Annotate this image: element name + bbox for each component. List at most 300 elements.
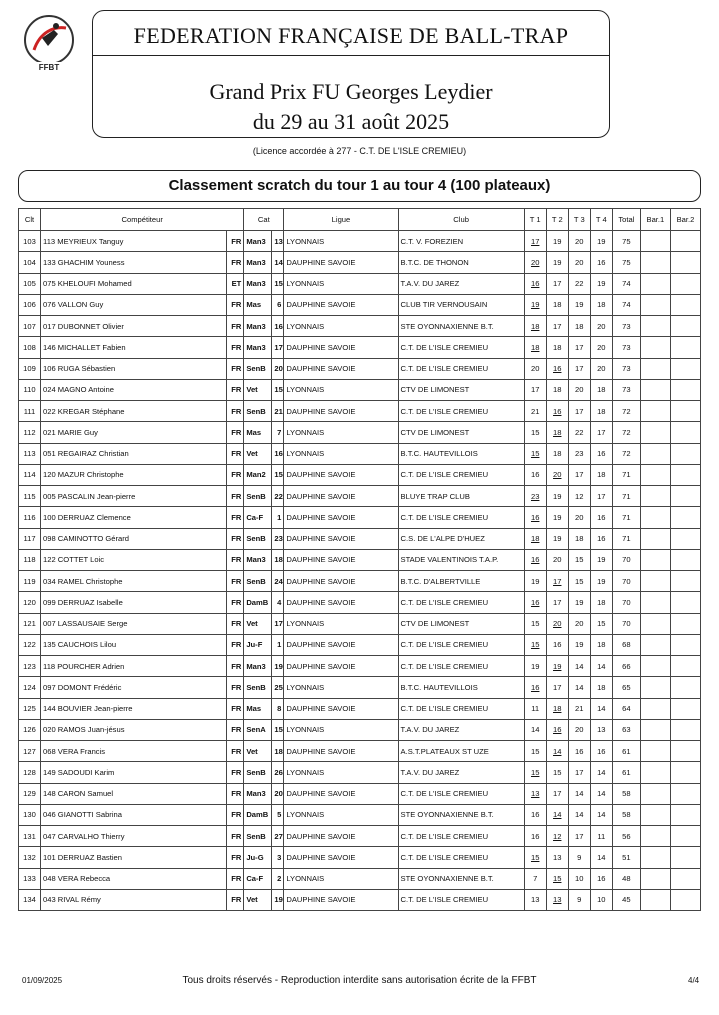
competitor-cell: 047 CARVALHO Thierry [41,826,227,847]
col-rank: Clt [19,209,41,231]
section-title-box [18,170,701,202]
table-row [19,337,701,358]
competitor-cell: 021 MARIE Guy [41,422,227,443]
bar1-cell [640,252,670,273]
total-cell: 72 [612,422,640,443]
bar2-cell [670,889,700,910]
t4-cell: 18 [590,464,612,485]
table-row [19,358,701,379]
club-cell: C.T. DE L'ISLE CREMIEU [398,464,524,485]
t4-cell: 16 [590,868,612,889]
league-cell: DAUPHINE SAVOIE [284,401,398,422]
category-cell: Man3 [244,316,272,337]
t3-cell: 19 [568,592,590,613]
bar1-cell [640,613,670,634]
nationality-cell: FR [227,868,244,889]
t4-cell: 16 [590,741,612,762]
club-cell: C.T. DE L'ISLE CREMIEU [398,401,524,422]
bar2-cell [670,571,700,592]
nationality-cell: FR [227,677,244,698]
total-cell: 48 [612,868,640,889]
total-cell: 73 [612,337,640,358]
total-cell: 73 [612,379,640,400]
t3-cell: 15 [568,571,590,592]
t4-cell: 18 [590,379,612,400]
nationality-cell: FR [227,401,244,422]
t3-cell: 20 [568,507,590,528]
bar1-cell [640,294,670,315]
competitor-cell: 118 POURCHER Adrien [41,656,227,677]
bar2-cell [670,337,700,358]
header-divider [93,55,609,56]
category-rank-cell: 3 [272,847,284,868]
category-cell: SenB [244,762,272,783]
bar2-cell [670,507,700,528]
bar1-cell [640,868,670,889]
t4-cell: 16 [590,252,612,273]
nationality-cell: FR [227,231,244,252]
t2-cell: 13 [546,889,568,910]
league-cell: DAUPHINE SAVOIE [284,741,398,762]
rank-cell: 128 [19,762,41,783]
bar1-cell [640,273,670,294]
col-cat: Cat [244,209,284,231]
t3-cell: 23 [568,443,590,464]
total-cell: 71 [612,528,640,549]
t3-cell: 20 [568,252,590,273]
t1-cell: 7 [524,868,546,889]
league-cell: LYONNAIS [284,719,398,740]
bar1-cell [640,401,670,422]
total-cell: 63 [612,719,640,740]
table-row [19,464,701,485]
competitor-cell: 146 MICHALLET Fabien [41,337,227,358]
t2-cell: 16 [546,719,568,740]
league-cell: DAUPHINE SAVOIE [284,826,398,847]
table-row [19,826,701,847]
t3-cell: 9 [568,889,590,910]
rank-cell: 113 [19,443,41,464]
t2-cell: 19 [546,231,568,252]
club-cell: BLUYE TRAP CLUB [398,486,524,507]
league-cell: DAUPHINE SAVOIE [284,783,398,804]
bar2-cell [670,464,700,485]
bar2-cell [670,847,700,868]
club-cell: C.T. DE L'ISLE CREMIEU [398,847,524,868]
t1-cell: 15 [524,634,546,655]
t2-cell: 17 [546,783,568,804]
total-cell: 58 [612,804,640,825]
t4-cell: 14 [590,656,612,677]
t2-cell: 16 [546,358,568,379]
t4-cell: 19 [590,549,612,570]
bar1-cell [640,889,670,910]
t4-cell: 10 [590,889,612,910]
club-cell: C.T. DE L'ISLE CREMIEU [398,698,524,719]
category-rank-cell: 23 [272,528,284,549]
nationality-cell: FR [227,804,244,825]
league-cell: DAUPHINE SAVOIE [284,252,398,273]
table-row [19,741,701,762]
category-rank-cell: 25 [272,677,284,698]
nationality-cell: FR [227,613,244,634]
bar1-cell [640,719,670,740]
rank-cell: 115 [19,486,41,507]
t1-cell: 18 [524,528,546,549]
nationality-cell: ET [227,273,244,294]
t4-cell: 15 [590,613,612,634]
club-cell: T.A.V. DU JAREZ [398,719,524,740]
bar2-cell [670,443,700,464]
bar2-cell [670,316,700,337]
t4-cell: 20 [590,337,612,358]
logo-text: FFBT [38,63,60,72]
t2-cell: 14 [546,741,568,762]
t1-cell: 14 [524,719,546,740]
category-rank-cell: 15 [272,379,284,400]
bar2-cell [670,528,700,549]
total-cell: 74 [612,273,640,294]
bar2-cell [670,741,700,762]
category-rank-cell: 20 [272,358,284,379]
bar1-cell [640,507,670,528]
competitor-cell: 017 DUBONNET Olivier [41,316,227,337]
bar1-cell [640,741,670,762]
nationality-cell: FR [227,528,244,549]
t2-cell: 18 [546,422,568,443]
nationality-cell: FR [227,316,244,337]
category-rank-cell: 18 [272,549,284,570]
category-rank-cell: 24 [272,571,284,592]
league-cell: DAUPHINE SAVOIE [284,358,398,379]
competitor-cell: 034 RAMEL Christophe [41,571,227,592]
total-cell: 61 [612,741,640,762]
t3-cell: 17 [568,401,590,422]
club-cell: CTV DE LIMONEST [398,613,524,634]
category-rank-cell: 15 [272,719,284,740]
table-row [19,592,701,613]
club-cell: STE OYONNAXIENNE B.T. [398,868,524,889]
t1-cell: 15 [524,613,546,634]
t4-cell: 20 [590,358,612,379]
t3-cell: 17 [568,337,590,358]
table-row [19,762,701,783]
t2-cell: 19 [546,528,568,549]
results-table [18,208,701,911]
category-cell: Mas [244,422,272,443]
competitor-cell: 046 GIANOTTI Sabrina [41,804,227,825]
t4-cell: 19 [590,571,612,592]
club-cell: C.T. DE L'ISLE CREMIEU [398,783,524,804]
t2-cell: 19 [546,656,568,677]
rank-cell: 112 [19,422,41,443]
bar2-cell [670,358,700,379]
t2-cell: 19 [546,507,568,528]
category-rank-cell: 17 [272,613,284,634]
rank-cell: 117 [19,528,41,549]
league-cell: LYONNAIS [284,273,398,294]
t4-cell: 18 [590,294,612,315]
club-cell: CLUB TIR VERNOUSAIN [398,294,524,315]
t1-cell: 16 [524,507,546,528]
category-rank-cell: 14 [272,252,284,273]
rank-cell: 110 [19,379,41,400]
t3-cell: 22 [568,273,590,294]
club-cell: B.T.C. DE THONON [398,252,524,273]
rank-cell: 123 [19,656,41,677]
club-cell: C.S. DE L'ALPE D'HUEZ [398,528,524,549]
category-rank-cell: 1 [272,507,284,528]
league-cell: LYONNAIS [284,804,398,825]
rank-cell: 120 [19,592,41,613]
nationality-cell: FR [227,422,244,443]
league-cell: LYONNAIS [284,443,398,464]
col-t3: T 3 [568,209,590,231]
rank-cell: 121 [19,613,41,634]
competitor-cell: 098 CAMINOTTO Gérard [41,528,227,549]
bar2-cell [670,719,700,740]
t4-cell: 13 [590,719,612,740]
t2-cell: 12 [546,826,568,847]
t4-cell: 17 [590,486,612,507]
t1-cell: 23 [524,486,546,507]
nationality-cell: FR [227,741,244,762]
t3-cell: 20 [568,613,590,634]
t3-cell: 17 [568,464,590,485]
bar1-cell [640,656,670,677]
competitor-cell: 101 DERRUAZ Bastien [41,847,227,868]
rank-cell: 122 [19,634,41,655]
table-row [19,294,701,315]
competitor-cell: 005 PASCALIN Jean-pierre [41,486,227,507]
t4-cell: 16 [590,507,612,528]
rank-cell: 106 [19,294,41,315]
t1-cell: 16 [524,549,546,570]
bar2-cell [670,379,700,400]
table-row [19,273,701,294]
table-row [19,719,701,740]
league-cell: DAUPHINE SAVOIE [284,698,398,719]
t4-cell: 14 [590,804,612,825]
nationality-cell: FR [227,507,244,528]
total-cell: 70 [612,613,640,634]
bar2-cell [670,273,700,294]
category-cell: Ca-F [244,507,272,528]
rank-cell: 131 [19,826,41,847]
competitor-cell: 051 REGAIRAZ Christian [41,443,227,464]
t3-cell: 14 [568,804,590,825]
col-bar1: Bar.1 [640,209,670,231]
table-row [19,783,701,804]
category-cell: SenA [244,719,272,740]
t4-cell: 11 [590,826,612,847]
t3-cell: 14 [568,677,590,698]
col-t1: T 1 [524,209,546,231]
col-club: Club [398,209,524,231]
nationality-cell: FR [227,252,244,273]
total-cell: 71 [612,486,640,507]
bar1-cell [640,592,670,613]
bar1-cell [640,358,670,379]
nationality-cell: FR [227,762,244,783]
bar1-cell [640,549,670,570]
category-rank-cell: 26 [272,762,284,783]
club-cell: C.T. DE L'ISLE CREMIEU [398,634,524,655]
competitor-cell: 148 CARON Samuel [41,783,227,804]
table-row [19,698,701,719]
category-cell: Vet [244,889,272,910]
table-row [19,656,701,677]
nationality-cell: FR [227,294,244,315]
rank-cell: 124 [19,677,41,698]
competitor-cell: 100 DERRUAZ Clemence [41,507,227,528]
bar1-cell [640,379,670,400]
club-cell: C.T. V. FOREZIEN [398,231,524,252]
category-rank-cell: 15 [272,464,284,485]
bar1-cell [640,762,670,783]
t4-cell: 16 [590,528,612,549]
t2-cell: 20 [546,464,568,485]
league-cell: LYONNAIS [284,231,398,252]
bar1-cell [640,698,670,719]
bar1-cell [640,571,670,592]
bar1-cell [640,847,670,868]
t2-cell: 18 [546,379,568,400]
table-row [19,401,701,422]
t2-cell: 19 [546,252,568,273]
bar2-cell [670,868,700,889]
t3-cell: 19 [568,634,590,655]
bar2-cell [670,486,700,507]
bar2-cell [670,677,700,698]
total-cell: 74 [612,294,640,315]
category-cell: SenB [244,677,272,698]
club-cell: C.T. DE L'ISLE CREMIEU [398,507,524,528]
club-cell: STADE VALENTINOIS T.A.P. [398,549,524,570]
total-cell: 73 [612,358,640,379]
table-row [19,528,701,549]
rank-cell: 133 [19,868,41,889]
competitor-cell: 133 GHACHIM Youness [41,252,227,273]
t2-cell: 13 [546,847,568,868]
t2-cell: 20 [546,549,568,570]
competitor-cell: 024 MAGNO Antoine [41,379,227,400]
t3-cell: 14 [568,783,590,804]
t1-cell: 16 [524,677,546,698]
t2-cell: 14 [546,804,568,825]
category-rank-cell: 16 [272,443,284,464]
category-cell: Man3 [244,252,272,273]
col-t4: T 4 [590,209,612,231]
club-cell: C.T. DE L'ISLE CREMIEU [398,358,524,379]
footer-date: 01/09/2025 [22,976,63,985]
nationality-cell: FR [227,358,244,379]
table-row [19,868,701,889]
t1-cell: 15 [524,762,546,783]
t1-cell: 17 [524,231,546,252]
t1-cell: 20 [524,358,546,379]
ffbt-logo [20,12,78,72]
table-row [19,613,701,634]
table-row [19,422,701,443]
rank-cell: 118 [19,549,41,570]
event-title: Grand Prix FU Georges Leydier [209,79,493,104]
t3-cell: 21 [568,698,590,719]
t4-cell: 18 [590,634,612,655]
t4-cell: 18 [590,592,612,613]
t1-cell: 15 [524,422,546,443]
table-row [19,486,701,507]
club-cell: STE OYONNAXIENNE B.T. [398,316,524,337]
competitor-cell: 068 VERA Francis [41,741,227,762]
table-row [19,379,701,400]
t3-cell: 14 [568,656,590,677]
category-cell: Mas [244,698,272,719]
nationality-cell: FR [227,592,244,613]
t3-cell: 20 [568,231,590,252]
category-rank-cell: 5 [272,804,284,825]
category-cell: Man3 [244,656,272,677]
league-cell: DAUPHINE SAVOIE [284,464,398,485]
rank-cell: 127 [19,741,41,762]
competitor-cell: 007 LASSAUSAIE Serge [41,613,227,634]
bar2-cell [670,804,700,825]
bar2-cell [670,634,700,655]
federation-title: FEDERATION FRANÇAISE DE BALL-TRAP [133,23,569,48]
category-cell: SenB [244,358,272,379]
category-cell: Vet [244,741,272,762]
t1-cell: 13 [524,783,546,804]
t1-cell: 18 [524,316,546,337]
t3-cell: 17 [568,826,590,847]
category-rank-cell: 15 [272,273,284,294]
category-rank-cell: 6 [272,294,284,315]
rank-cell: 116 [19,507,41,528]
category-cell: SenB [244,571,272,592]
league-cell: LYONNAIS [284,762,398,783]
col-league: Ligue [284,209,398,231]
nationality-cell: FR [227,826,244,847]
bar2-cell [670,252,700,273]
t1-cell: 15 [524,741,546,762]
total-cell: 56 [612,826,640,847]
competitor-cell: 076 VALLON Guy [41,294,227,315]
t4-cell: 18 [590,677,612,698]
bar2-cell [670,762,700,783]
t2-cell: 18 [546,294,568,315]
rank-cell: 134 [19,889,41,910]
t3-cell: 12 [568,486,590,507]
col-t2: T 2 [546,209,568,231]
t2-cell: 15 [546,762,568,783]
t3-cell: 19 [568,294,590,315]
t4-cell: 19 [590,231,612,252]
bar1-cell [640,528,670,549]
t3-cell: 17 [568,358,590,379]
t4-cell: 18 [590,401,612,422]
category-rank-cell: 7 [272,422,284,443]
category-cell: DamB [244,592,272,613]
t2-cell: 17 [546,571,568,592]
rank-cell: 132 [19,847,41,868]
bar1-cell [640,634,670,655]
total-cell: 64 [612,698,640,719]
nationality-cell: FR [227,549,244,570]
league-cell: LYONNAIS [284,677,398,698]
t2-cell: 18 [546,698,568,719]
rank-cell: 129 [19,783,41,804]
rank-cell: 109 [19,358,41,379]
